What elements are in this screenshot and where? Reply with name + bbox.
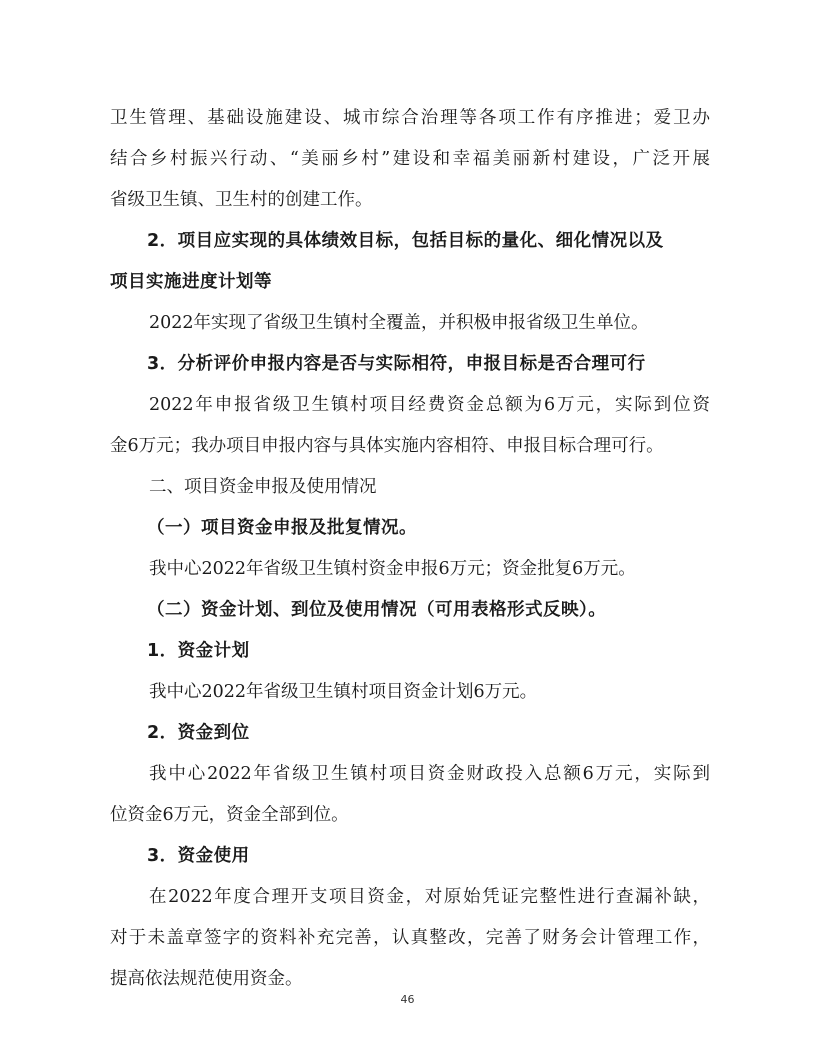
- heading-item-2-cont: 项目实施进度计划等: [110, 272, 272, 292]
- item-heading-2: 2．资金到位: [147, 723, 250, 743]
- paragraph-line: 位资金6万元，资金全部到位。: [110, 805, 349, 825]
- item-heading-1: 1．资金计划: [147, 641, 250, 661]
- paragraph-line: 对于未盖章签字的资料补充完善，认真整改，完善了财务会计管理工作，: [110, 928, 710, 948]
- paragraph-line: 结合乡村振兴行动、“美丽乡村”建设和幸福美丽新村建设，广泛开展: [110, 149, 710, 169]
- page-number: 46: [400, 993, 415, 1006]
- paragraph-line: 金6万元；我办项目申报内容与具体实施内容相符、申报目标合理可行。: [110, 436, 664, 456]
- paragraph-line: 我中心2022年省级卫生镇村项目资金财政投入总额6万元，实际到: [149, 764, 710, 784]
- section-heading: 二、项目资金申报及使用情况: [149, 477, 377, 497]
- paragraph-line: 卫生管理、基础设施建设、城市综合治理等各项工作有序推进；爱卫办: [110, 108, 710, 128]
- subsection-heading-2: （二）资金计划、到位及使用情况（可用表格形式反映）。: [147, 600, 607, 620]
- paragraph-line: 我中心2022年省级卫生镇村资金申报6万元；资金批复6万元。: [149, 559, 636, 579]
- heading-item-2: 2．项目应实现的具体绩效目标，包括目标的量化、细化情况以及: [147, 231, 664, 251]
- paragraph-line: 我中心2022年省级卫生镇村项目资金计划6万元。: [149, 682, 538, 702]
- paragraph-line: 省级卫生镇、卫生村的创建工作。: [110, 190, 373, 210]
- heading-item-3: 3．分析评价申报内容是否与实际相符，申报目标是否合理可行: [147, 354, 646, 374]
- paragraph-line: 2022年实现了省级卫生镇村全覆盖，并积极申报省级卫生单位。: [149, 313, 649, 333]
- subsection-heading-1: （一）项目资金申报及批复情况。: [147, 518, 417, 538]
- item-heading-3: 3．资金使用: [147, 846, 250, 866]
- paragraph-line: 提高依法规范使用资金。: [110, 969, 303, 989]
- paragraph-line: 在2022年度合理开支项目资金，对原始凭证完整性进行查漏补缺，: [149, 887, 710, 907]
- paragraph-line: 2022年申报省级卫生镇村项目经费资金总额为6万元，实际到位资: [149, 395, 710, 415]
